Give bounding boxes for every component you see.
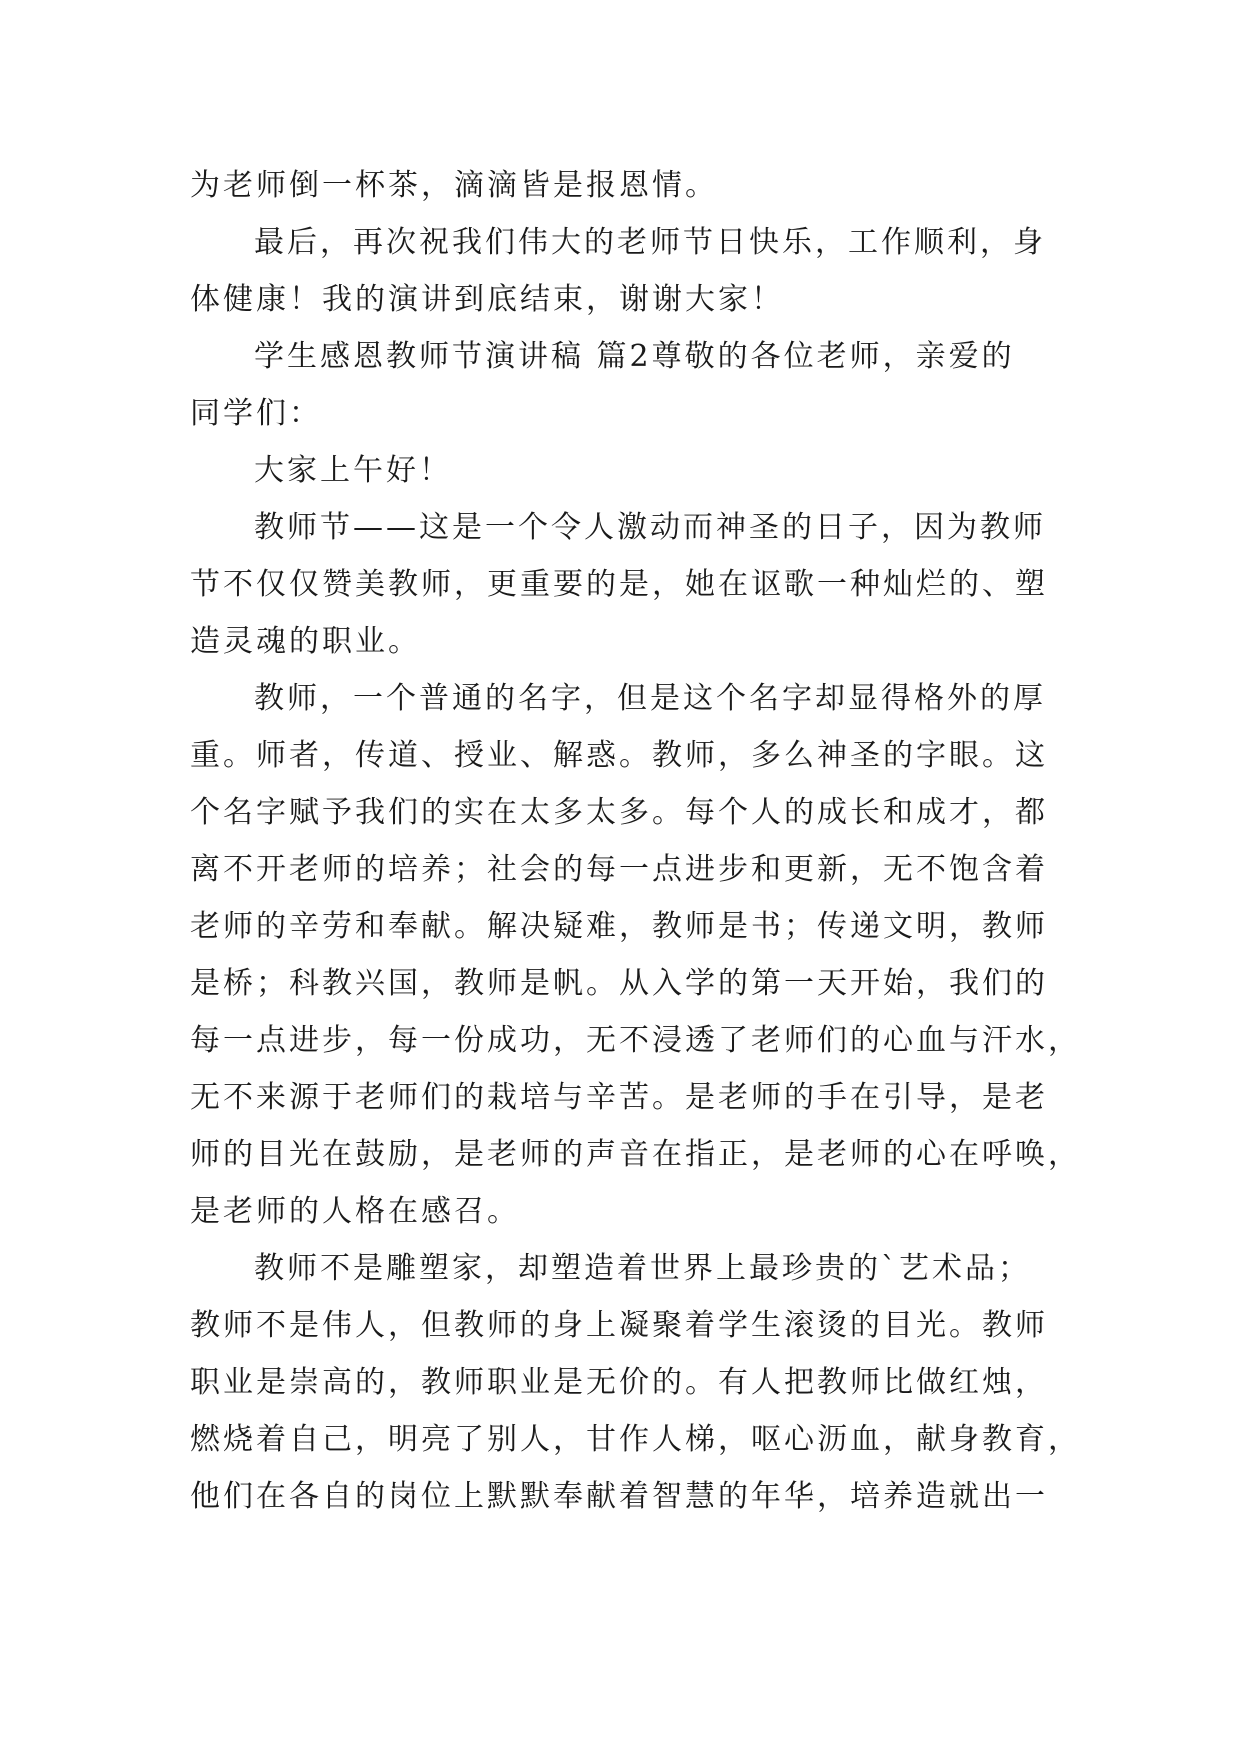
text-line: 是老师的人格在感召。 — [190, 1194, 520, 1229]
text-line: 学生感恩教师节演讲稿 篇2尊敬的各位老师，亲爱的 — [254, 339, 1015, 374]
text-line: 离不开老师的培养；社会的每一点进步和更新，无不饱含着 — [190, 852, 1048, 887]
text-line: 是桥；科教兴国，教师是帆。从入学的第一天开始，我们的 — [190, 966, 1048, 1001]
text-line: 每一点进步，每一份成功，无不浸透了老师们的心血与汗水， — [190, 1023, 1081, 1058]
text-line: 教师节——这是一个令人激动而神圣的日子，因为教师 — [254, 510, 1046, 545]
text-line: 师的目光在鼓励，是老师的声音在指正，是老师的心在呼唤， — [190, 1137, 1081, 1172]
text-line: 大家上午好！ — [254, 453, 452, 488]
text-line: 重。师者，传道、授业、解惑。教师，多么神圣的字眼。这 — [190, 738, 1048, 773]
document-body — [190, 157, 1081, 1525]
text-line: 无不来源于老师们的栽培与辛苦。是老师的手在引导，是老 — [190, 1080, 1048, 1115]
text-line: 教师不是雕塑家，却塑造着世界上最珍贵的`艺术品； — [254, 1251, 1031, 1286]
text-line: 教师不是伟人，但教师的身上凝聚着学生滚烫的目光。教师 — [190, 1308, 1048, 1343]
text-line: 燃烧着自己，明亮了别人，甘作人梯，呕心沥血，献身教育， — [190, 1422, 1081, 1457]
text-line: 他们在各自的岗位上默默奉献着智慧的年华，培养造就出一 — [190, 1479, 1048, 1514]
text-line: 同学们： — [190, 396, 322, 431]
text-line: 教师，一个普通的名字，但是这个名字却显得格外的厚 — [254, 681, 1046, 716]
text-line: 老师的辛劳和奉献。解决疑难，教师是书；传递文明，教师 — [190, 909, 1048, 944]
text-line: 最后，再次祝我们伟大的老师节日快乐，工作顺利，身 — [254, 225, 1046, 260]
text-line: 个名字赋予我们的实在太多太多。每个人的成长和成才，都 — [190, 795, 1048, 830]
text-line: 造灵魂的职业。 — [190, 624, 421, 659]
text-line: 为老师倒一杯茶，滴滴皆是报恩情。 — [190, 168, 718, 203]
text-line: 节不仅仅赞美教师，更重要的是，她在讴歌一种灿烂的、塑 — [190, 567, 1048, 602]
text-line: 体健康！我的演讲到底结束，谢谢大家！ — [190, 282, 784, 317]
text-line: 职业是崇高的，教师职业是无价的。有人把教师比做红烛， — [190, 1365, 1048, 1400]
